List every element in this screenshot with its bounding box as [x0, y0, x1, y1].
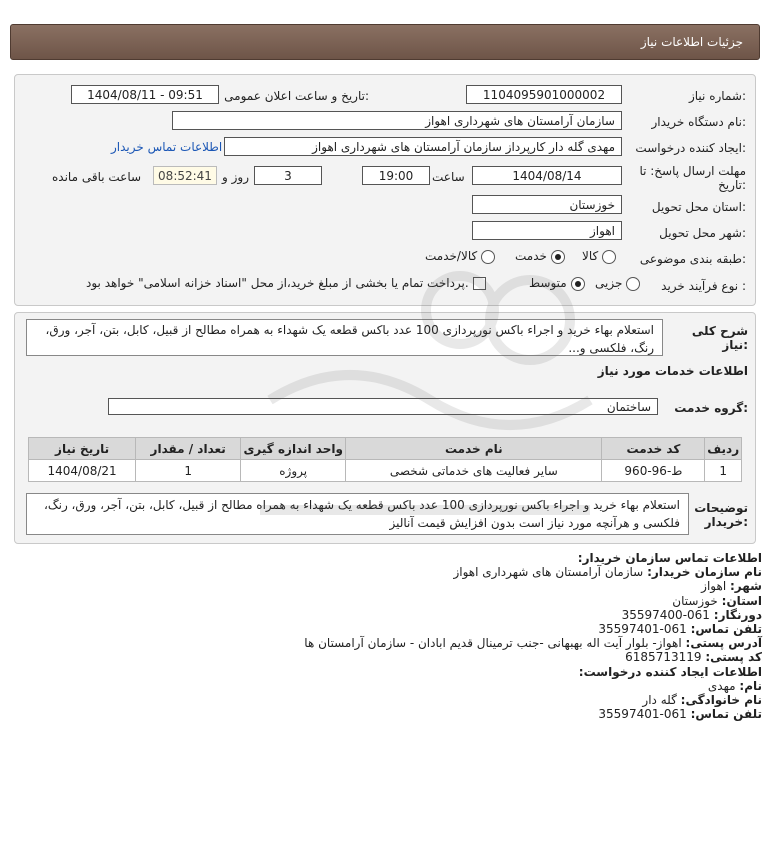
need-number-label: شماره نیاز: — [688, 89, 746, 103]
contact-fax-label: دورنگار: — [713, 607, 762, 622]
contact-address-line — [22, 636, 762, 650]
summary-label-2: نیاز: — [722, 338, 748, 352]
buyer-notes-label-2: خریدار: — [704, 515, 748, 529]
contact-phone-label: تلفن تماس: — [690, 622, 762, 637]
services-table — [28, 437, 742, 482]
category-label: طبقه بندی موضوعی: — [639, 252, 746, 266]
contact-province-line — [22, 594, 762, 608]
buyer-notes-label-1: توضیحات — [694, 501, 748, 515]
cell-date: 1404/08/21 — [29, 460, 136, 482]
col-row: ردیف — [705, 438, 742, 460]
creator-last-name-value: گله دار — [642, 693, 677, 708]
city-label: شهر محل تحویل: — [659, 226, 746, 240]
buyer-notes-text: استعلام بهاء خرید و اجراء باکس نورپردازی 100 عدد باکس قطعه یک شهداء به همراه مطالح از قبیل، کابل، بتن، آجر، ورق، رنگ، فلکسی و هرآنچه مورد نیاز است بدون افزایش قیمت آنالیز — [26, 493, 689, 535]
col-code: کد خدمت — [602, 438, 705, 460]
checkbox-icon[interactable] — [473, 277, 486, 290]
cell-row: 1 — [705, 460, 742, 482]
process-option-minor[interactable] — [595, 276, 640, 291]
contact-postal-value: 6185713119 — [625, 650, 702, 665]
deadline-date-field: 1404/08/14 — [472, 166, 622, 185]
process-option-medium[interactable] — [529, 276, 585, 291]
remaining-time-field: 08:52:41 — [153, 166, 217, 185]
contact-title: اطلاعات تماس سازمان خریدار: — [577, 551, 762, 565]
cell-code: ط-96-960 — [602, 460, 705, 482]
category-option-service[interactable] — [515, 249, 565, 264]
table-row — [29, 460, 742, 482]
contact-fax-value: 061-35597400 — [621, 607, 710, 622]
summary-label-1: شرح کلی — [691, 324, 748, 338]
contact-phone-value: 061-35597401 — [598, 622, 687, 637]
category-both-label: کالا/خدمت — [425, 249, 478, 263]
page-header — [10, 24, 760, 60]
category-service-label: خدمت — [515, 249, 547, 263]
contact-province-label: استان: — [721, 593, 762, 608]
buyer-contact-section — [22, 551, 762, 721]
payment-option[interactable] — [86, 276, 486, 290]
col-name: نام خدمت — [346, 438, 602, 460]
contact-phone-line — [22, 622, 762, 636]
cell-name: سایر فعالیت های خدماتی شخصی — [346, 460, 602, 482]
cell-unit: پروژه — [241, 460, 346, 482]
contact-province-value: خوزستان — [672, 593, 718, 608]
category-option-both[interactable] — [425, 249, 495, 264]
contact-address-label: آدرس پستی: — [685, 636, 762, 651]
table-header-row — [29, 438, 742, 460]
category-option-goods[interactable] — [582, 249, 616, 264]
creator-last-name-line — [22, 693, 762, 707]
page-title: جزئیات اطلاعات نیاز — [640, 35, 743, 49]
buyer-org-field: سازمان آرامستان های شهرداری اهواز — [172, 111, 622, 130]
process-medium-label: متوسط — [529, 276, 567, 290]
radio-icon[interactable] — [626, 277, 640, 291]
deadline-label-2: تاریخ: — [718, 178, 746, 192]
contact-city-label: شهر: — [730, 579, 762, 594]
creator-first-name-value: مهدی — [707, 678, 736, 693]
col-unit: واحد اندازه گیری — [241, 438, 346, 460]
creator-field: مهدی گله دار کارپرداز سازمان آرامستان های شهرداری اهواز — [224, 137, 622, 156]
cell-qty: 1 — [136, 460, 241, 482]
buyer-org-label: نام دستگاه خریدار: — [651, 115, 746, 129]
creator-info-title: اطلاعات ایجاد کننده درخواست: — [578, 664, 762, 679]
col-date: تاریخ نیاز — [29, 438, 136, 460]
creator-phone-line — [22, 707, 762, 721]
province-field: خوزستان — [472, 195, 622, 214]
need-info-panel — [14, 74, 756, 306]
contact-postal-line — [22, 650, 762, 664]
city-field: اهواز — [472, 221, 622, 240]
deadline-label-1: مهلت ارسال پاسخ: تا — [639, 164, 746, 178]
service-group-label: گروه خدمت: — [674, 401, 748, 415]
days-label: روز و — [222, 170, 249, 184]
creator-first-name-label: نام: — [739, 678, 762, 693]
services-section-title: اطلاعات خدمات مورد نیاز — [597, 364, 748, 378]
province-label: استان محل تحویل: — [651, 200, 746, 214]
process-minor-label: جزیی — [595, 276, 623, 290]
radio-icon[interactable] — [481, 250, 495, 264]
creator-last-name-label: نام خانوادگی: — [680, 693, 762, 708]
creator-phone-value: 061-35597401 — [598, 707, 687, 722]
radio-icon[interactable] — [602, 250, 616, 264]
creator-first-name-line — [22, 679, 762, 693]
need-number-field: 1104095901000002 — [466, 85, 622, 104]
contact-city-line — [22, 579, 762, 593]
announce-field: 1404/08/11 - 09:51 — [71, 85, 219, 104]
remaining-label: ساعت باقی مانده — [52, 170, 142, 184]
deadline-time-label: ساعت — [432, 170, 465, 184]
buyer-contact-link[interactable]: اطلاعات تماس خریدار — [111, 140, 223, 154]
radio-selected-icon[interactable] — [571, 277, 585, 291]
days-field: 3 — [254, 166, 322, 185]
contact-postal-label: کد پستی: — [705, 650, 762, 665]
contact-city-value: اهواز — [701, 579, 727, 594]
category-goods-label: کالا — [582, 249, 599, 263]
deadline-time-field: 19:00 — [362, 166, 430, 185]
creator-label: ایجاد کننده درخواست: — [635, 141, 746, 155]
radio-selected-icon[interactable] — [551, 250, 565, 264]
service-group-field: ساختمان — [108, 398, 658, 415]
contact-org-value: سازمان آرامستان های شهرداری اهواز — [453, 565, 644, 580]
contact-fax-line — [22, 608, 762, 622]
announce-label: تاریخ و ساعت اعلان عمومی: — [224, 89, 369, 103]
contact-org-line — [22, 565, 762, 579]
process-label: نوع فرآیند خرید : — [661, 279, 746, 293]
col-qty: تعداد / مقدار — [136, 438, 241, 460]
payment-note: پرداخت تمام یا بخشی از مبلغ خرید،از محل "اسناد خزانه اسلامی" خواهد بود. — [86, 276, 469, 290]
summary-text: استعلام بهاء خرید و اجراء باکس نورپردازی 100 عدد باکس قطعه یک شهداء به همراه مطالح از قبیل، کابل، بتن، آجر، ورق، رنگ، فلکسی و... — [26, 319, 663, 356]
creator-phone-label: تلفن تماس: — [690, 707, 762, 722]
contact-org-label: نام سازمان خریدار: — [647, 565, 762, 580]
contact-address-value: اهواز- بلوار آیت اله بهبهانی -جنب ترمینال قدیم ابادان - سازمان آرامستان ها — [304, 636, 682, 651]
